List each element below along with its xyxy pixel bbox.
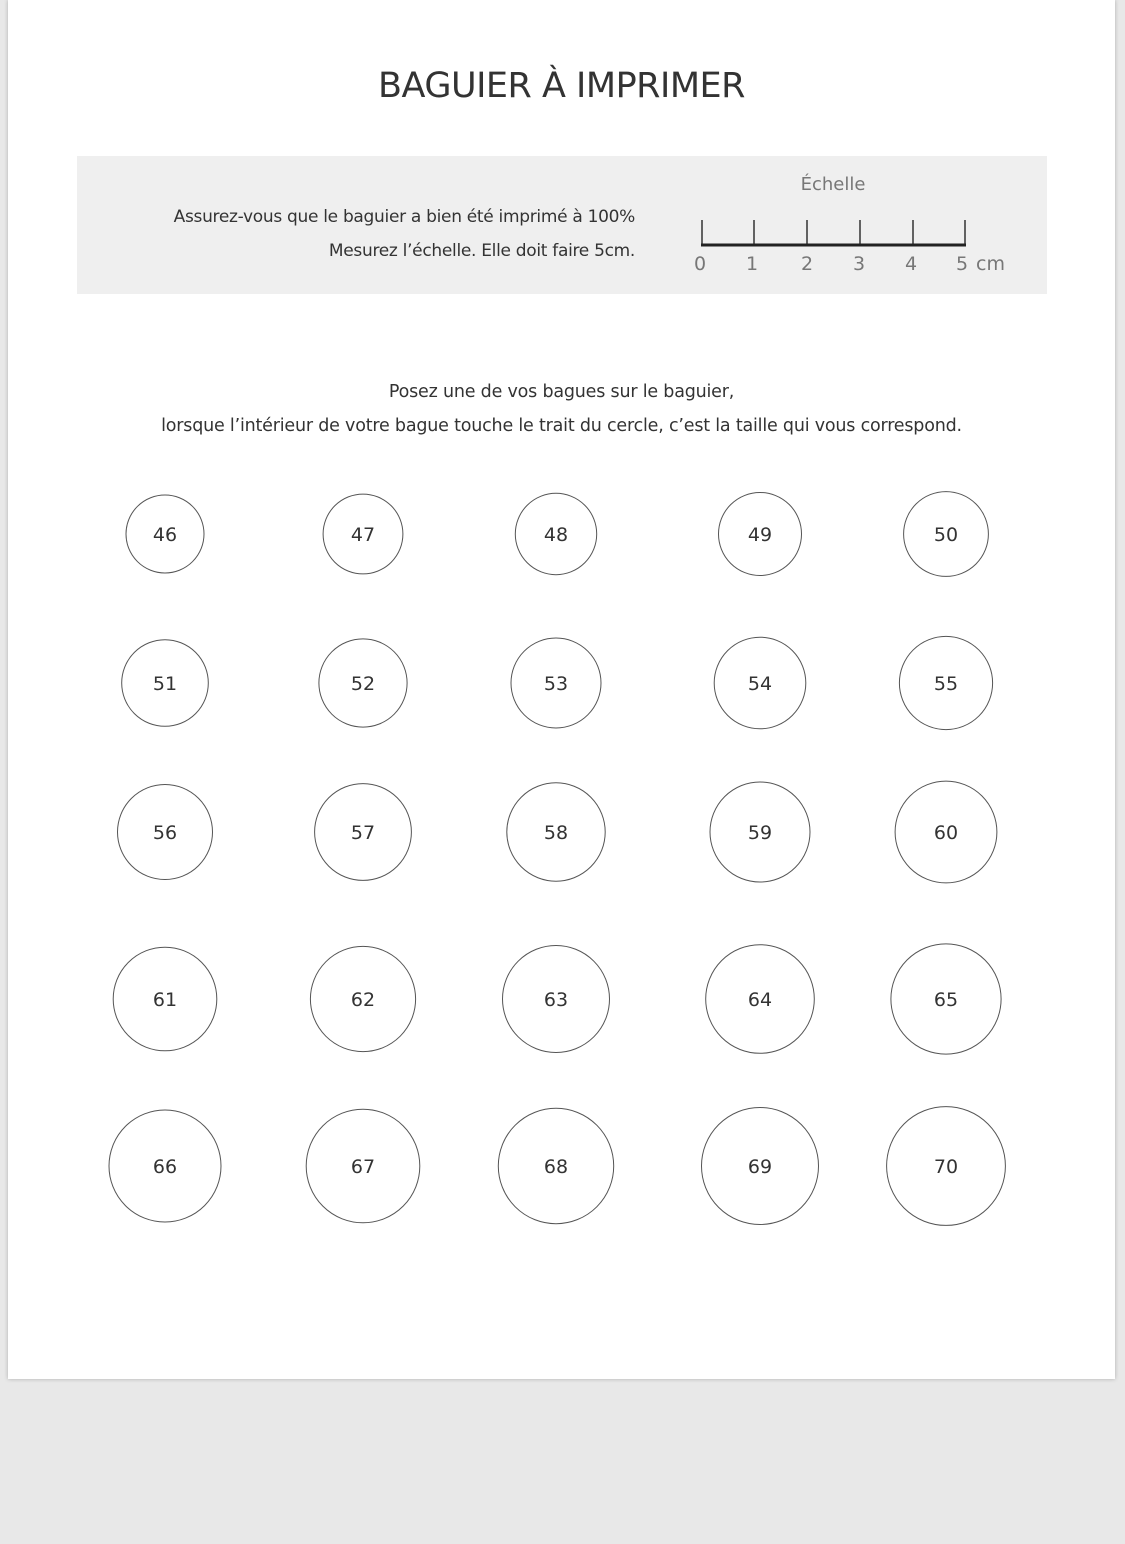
ring-size-61 <box>113 947 217 1051</box>
ruler-unit: cm <box>976 253 1005 275</box>
ring-size-57 <box>315 784 412 881</box>
ring-size-52 <box>319 639 407 727</box>
ring-size-69 <box>702 1108 819 1225</box>
instruction-line-2: Mesurez l’échelle. Elle doit faire 5cm. <box>328 241 635 261</box>
intro-line-1: Posez une de vos bagues sur le baguier, <box>388 382 735 402</box>
ring-size-label: 56 <box>152 822 178 844</box>
ruler-label-2: 2 <box>800 253 814 275</box>
ruler-label-3: 3 <box>852 253 866 275</box>
ring-sizer-grid <box>8 0 1115 1379</box>
scale-label: Échelle <box>800 174 866 195</box>
ring-size-70 <box>887 1107 1006 1226</box>
ruler-label-5: 5 <box>955 253 969 275</box>
ring-size-label: 65 <box>933 989 959 1011</box>
ruler-label-0: 0 <box>693 253 707 275</box>
ring-size-label: 50 <box>933 524 959 546</box>
ring-size-label: 59 <box>747 822 773 844</box>
ring-size-48 <box>515 493 596 574</box>
ring-size-label: 68 <box>543 1156 569 1178</box>
ring-size-label: 64 <box>747 989 773 1011</box>
ring-size-49 <box>719 493 802 576</box>
ring-size-label: 63 <box>543 989 569 1011</box>
ring-size-55 <box>899 636 992 729</box>
ring-size-label: 55 <box>933 673 959 695</box>
ring-size-label: 48 <box>543 524 569 546</box>
ring-size-50 <box>904 492 989 577</box>
page-title: BAGUIER À IMPRIMER <box>378 66 745 106</box>
ring-size-56 <box>118 785 213 880</box>
ring-size-label: 70 <box>933 1156 959 1178</box>
ring-size-label: 60 <box>933 822 959 844</box>
ring-size-label: 49 <box>747 524 773 546</box>
ring-size-51 <box>122 640 209 727</box>
ring-size-label: 66 <box>152 1156 178 1178</box>
ring-size-53 <box>511 638 601 728</box>
ring-size-label: 47 <box>350 524 376 546</box>
ring-size-59 <box>710 782 810 882</box>
ring-size-label: 67 <box>350 1156 376 1178</box>
ring-size-label: 53 <box>543 673 569 695</box>
ring-size-label: 57 <box>350 822 376 844</box>
ring-size-63 <box>503 946 610 1053</box>
ring-size-label: 46 <box>152 524 178 546</box>
ring-size-46 <box>126 495 204 573</box>
ring-size-label: 51 <box>152 673 178 695</box>
ring-size-label: 61 <box>152 989 178 1011</box>
ring-size-label: 69 <box>747 1156 773 1178</box>
ring-size-64 <box>706 945 815 1054</box>
ring-size-66 <box>109 1110 221 1222</box>
ring-size-62 <box>310 946 415 1051</box>
intro-line-2: lorsque l’intérieur de votre bague touche le trait du cercle, c’est la taille qui vous correspond. <box>161 416 962 436</box>
ruler-label-1: 1 <box>745 253 759 275</box>
instruction-line-1: Assurez-vous que le baguier a bien été imprimé à 100% <box>173 207 635 227</box>
ring-size-68 <box>498 1108 613 1223</box>
ring-size-65 <box>891 944 1001 1054</box>
ring-size-54 <box>714 637 806 729</box>
ring-size-label: 54 <box>747 673 773 695</box>
ring-size-67 <box>306 1109 420 1223</box>
ruler-label-4: 4 <box>904 253 918 275</box>
ring-size-label: 52 <box>350 673 376 695</box>
ring-size-label: 62 <box>350 989 376 1011</box>
ring-size-label: 58 <box>543 822 569 844</box>
ring-size-60 <box>895 781 997 883</box>
ring-size-47 <box>323 494 403 574</box>
ring-size-58 <box>507 783 605 881</box>
printable-page <box>8 0 1115 1379</box>
